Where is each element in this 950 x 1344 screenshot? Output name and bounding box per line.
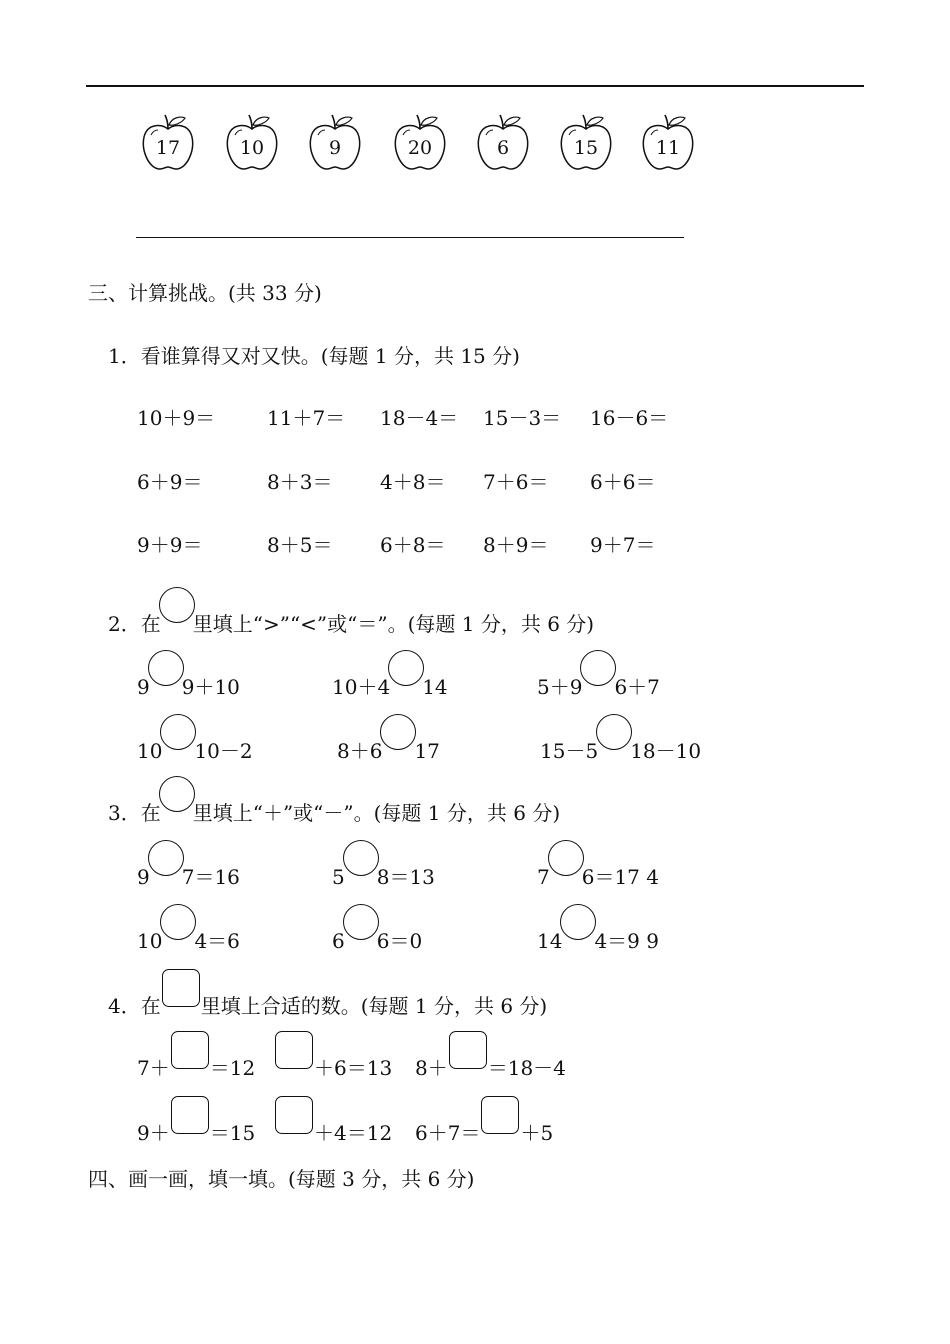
q4-item: [274, 1108, 392, 1146]
q3-item: [332, 854, 435, 890]
section-3-title: 三、计算挑战。(共 33 分): [88, 281, 322, 305]
answer-circle[interactable]: [560, 904, 596, 940]
q1-expression[interactable]: 6＋6＝: [590, 470, 656, 494]
q2-title: [108, 601, 594, 637]
q4-right: ＋6＝13: [314, 1056, 393, 1080]
q3-left: 9: [137, 865, 150, 889]
q2-title-suffix: 里填上“>”“<”或“＝”。(每题 1 分，共 6 分): [192, 612, 595, 636]
q2-item: [537, 664, 660, 700]
top-rule: [86, 85, 864, 87]
q4-item: [415, 1108, 553, 1146]
q2-right: 14: [422, 675, 448, 699]
q4-item: [274, 1043, 392, 1081]
q4-item: [137, 1108, 255, 1146]
q2-title-prefix: 2．在: [108, 612, 161, 636]
answer-circle[interactable]: [596, 714, 632, 750]
q2-item: [137, 664, 240, 700]
q2-left: 9: [137, 675, 150, 699]
q2-right: 17: [414, 739, 440, 763]
apple-number: 17: [155, 137, 181, 159]
number-box-icon: [162, 969, 200, 1007]
q1-expression[interactable]: 10＋9＝: [137, 406, 216, 430]
q1-expression[interactable]: 16－6＝: [590, 406, 669, 430]
q1-expression[interactable]: 18－4＝: [380, 406, 459, 430]
apple-order-answer-line[interactable]: [136, 237, 684, 238]
q3-left: 7: [537, 865, 550, 889]
q1-expression[interactable]: 6＋9＝: [137, 470, 203, 494]
q2-right: 6＋7: [614, 675, 660, 699]
q4-right: ＋5: [520, 1121, 554, 1145]
q1-expression[interactable]: 6＋8＝: [380, 533, 446, 557]
q3-right: 6＝17 4: [581, 865, 659, 889]
q2-left: 15－5: [540, 739, 599, 763]
q3-title-prefix: 3．在: [108, 801, 161, 825]
answer-circle[interactable]: [388, 650, 424, 686]
answer-box[interactable]: [275, 1031, 313, 1069]
answer-box[interactable]: [171, 1031, 209, 1069]
q3-item: [537, 854, 659, 890]
q3-right: 4＝6: [194, 929, 240, 953]
q4-title-suffix: 里填上合适的数。(每题 1 分，共 6 分): [200, 994, 548, 1018]
q3-item: [137, 854, 240, 890]
q1-expression[interactable]: 7＋6＝: [483, 470, 549, 494]
q4-item: [137, 1043, 255, 1081]
q3-title: [108, 790, 560, 826]
answer-circle[interactable]: [580, 650, 616, 686]
q4-title: [108, 981, 547, 1019]
apple-number: 20: [407, 137, 433, 159]
q1-expression[interactable]: 15－3＝: [483, 406, 562, 430]
apple-item: [308, 113, 362, 173]
q2-item: [540, 728, 701, 764]
q3-left: 6: [332, 929, 345, 953]
q3-title-suffix: 里填上“＋”或“－”。(每题 1 分，共 6 分): [192, 801, 561, 825]
apple-number: 11: [655, 137, 681, 159]
apple-number: 10: [239, 137, 265, 159]
answer-circle[interactable]: [160, 904, 196, 940]
apple-number: 9: [328, 137, 342, 159]
q2-left: 8＋6: [337, 739, 383, 763]
compare-circle-icon: [159, 587, 195, 623]
q4-item: [415, 1043, 566, 1081]
q3-item: [137, 918, 240, 954]
answer-box[interactable]: [275, 1096, 313, 1134]
q4-title-prefix: 4．在: [108, 994, 161, 1018]
answer-box[interactable]: [171, 1096, 209, 1134]
answer-box[interactable]: [449, 1031, 487, 1069]
answer-circle[interactable]: [148, 840, 184, 876]
q4-right: ＝15: [209, 1121, 256, 1145]
apple-number: 6: [496, 137, 510, 159]
q4-left: 6＋7＝: [415, 1121, 481, 1145]
q1-expression[interactable]: 11＋7＝: [267, 406, 346, 430]
answer-box[interactable]: [481, 1096, 519, 1134]
apple-item: [476, 113, 530, 173]
q3-left: 5: [332, 865, 345, 889]
q3-right: 6＝0: [376, 929, 423, 953]
q4-left: 8＋: [415, 1056, 448, 1080]
q2-right: 18－10: [630, 739, 702, 763]
apple-item: [641, 113, 695, 173]
q1-expression[interactable]: 9＋7＝: [590, 533, 656, 557]
apple-item: [393, 113, 447, 173]
q4-right: ＝18－4: [487, 1056, 566, 1080]
operator-circle-icon: [159, 776, 195, 812]
apple-item: [141, 113, 195, 173]
answer-circle[interactable]: [148, 650, 184, 686]
q2-item: [137, 728, 253, 764]
q1-expression[interactable]: 9＋9＝: [137, 533, 203, 557]
q4-left: 9＋: [137, 1121, 170, 1145]
q2-right: 9＋10: [181, 675, 240, 699]
answer-circle[interactable]: [380, 714, 416, 750]
answer-circle[interactable]: [343, 840, 379, 876]
apple-item: [559, 113, 613, 173]
q3-right: 7＝16: [181, 865, 240, 889]
answer-circle[interactable]: [343, 904, 379, 940]
q3-item: [537, 918, 659, 954]
q2-item: [337, 728, 440, 764]
apple-item: [225, 113, 279, 173]
q2-left: 10＋4: [332, 675, 391, 699]
q3-left: 10: [137, 929, 163, 953]
q1-expression[interactable]: 8＋9＝: [483, 533, 549, 557]
q4-left: 7＋: [137, 1056, 170, 1080]
apple-number: 15: [573, 137, 599, 159]
q3-right: 8＝13: [376, 865, 435, 889]
q1-expression[interactable]: 8＋3＝: [267, 470, 333, 494]
q3-right: 4＝9 9: [594, 929, 659, 953]
q2-left: 5＋9: [537, 675, 583, 699]
q1-title: 1．看谁算得又对又快。(每题 1 分，共 15 分): [108, 344, 520, 368]
q2-right: 10－2: [194, 739, 253, 763]
q1-expression[interactable]: 4＋8＝: [380, 470, 446, 494]
q1-expression[interactable]: 8＋5＝: [267, 533, 333, 557]
q3-left: 14: [537, 929, 563, 953]
q4-right: ＋4＝12: [314, 1121, 393, 1145]
answer-circle[interactable]: [548, 840, 584, 876]
answer-circle[interactable]: [160, 714, 196, 750]
q2-item: [332, 664, 448, 700]
q2-left: 10: [137, 739, 163, 763]
section-4-title: 四、画一画，填一填。(每题 3 分，共 6 分): [88, 1167, 475, 1191]
q4-right: ＝12: [209, 1056, 256, 1080]
q3-item: [332, 918, 422, 954]
